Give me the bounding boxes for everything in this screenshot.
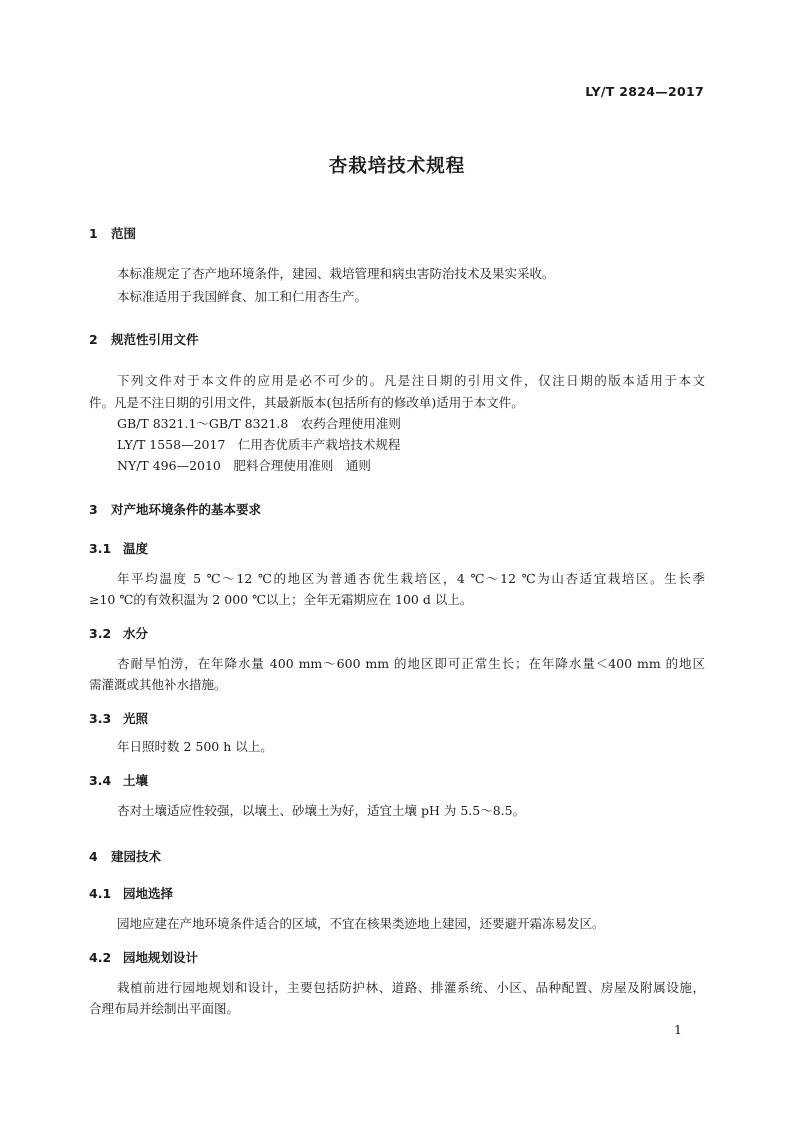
paragraph-line: 杏对土壤适应性较强，以壤土、砂壤土为好，适宜土壤 pH 为 5.5～8.5。 <box>117 803 526 818</box>
paragraph-line: ≥10 ℃的有效积温为 2 000 ℃以上；全年无霜期应在 100 d 以上。 <box>89 592 473 607</box>
section-heading-1 <box>89 224 136 242</box>
subsection-number: 3.2 <box>89 626 112 641</box>
section-heading-3 <box>89 500 261 518</box>
paragraph-line: 园地应建在产地环境条件适合的区域，不宜在核果类迹地上建园，还要避开霜冻易发区。 <box>117 916 605 931</box>
paragraph-line: 年平均温度 5 ℃～12 ℃的地区为普通杏优生栽培区，4 ℃～12 ℃为山杏适宜栽培区。生长季 <box>117 571 705 586</box>
subsection-number: 4.1 <box>89 886 112 901</box>
reference-item: NY/T 496—2010 肥料合理使用准则 通则 <box>117 458 371 473</box>
section-title: 规范性引用文件 <box>111 332 199 347</box>
standard-code: LY/T 2824—2017 <box>585 84 704 99</box>
section-heading-4 <box>89 847 161 865</box>
reference-item: GB/T 8321.1～GB/T 8321.8 农药合理使用准则 <box>117 416 401 431</box>
section-number: 3 <box>89 502 98 517</box>
section-title: 对产地环境条件的基本要求 <box>111 502 262 517</box>
subsection-heading-3-3 <box>89 709 148 727</box>
section-title: 范围 <box>111 226 137 241</box>
section-number: 1 <box>89 226 98 241</box>
section-title: 建园技术 <box>111 849 162 864</box>
section-heading-2 <box>89 330 199 348</box>
paragraph-line: 需灌溉或其他补水措施。 <box>89 677 227 692</box>
section-number: 4 <box>89 849 98 864</box>
subsection-heading-3-1 <box>89 539 148 557</box>
subsection-number: 3.1 <box>89 541 112 556</box>
subsection-number: 3.4 <box>89 773 112 788</box>
subsection-title: 温度 <box>123 541 149 556</box>
paragraph-line: 杏耐旱怕涝，在年降水量 400 mm～600 mm 的地区即可正常生长；在年降水量＜400 mm 的地区 <box>117 656 705 671</box>
paragraph-line: 件。凡是不注日期的引用文件，其最新版本(包括所有的修改单)适用于本文件。 <box>89 395 524 410</box>
subsection-heading-4-2 <box>89 948 198 966</box>
subsection-heading-3-4 <box>89 771 148 789</box>
paragraph-line: 年日照时数 2 500 h 以上。 <box>117 739 273 754</box>
section-number: 2 <box>89 332 98 347</box>
subsection-number: 4.2 <box>89 950 112 965</box>
subsection-title: 园地规划设计 <box>123 950 199 965</box>
paragraph: 本标准规定了杏产地环境条件，建园、栽培管理和病虫害防治技术及果实采收。 <box>117 266 555 281</box>
page-number: 1 <box>674 1022 682 1037</box>
subsection-title: 土壤 <box>123 773 149 788</box>
reference-item: LY/T 1558—2017 仁用杏优质丰产栽培技术规程 <box>117 437 401 452</box>
paragraph-line: 合理布局并绘制出平面图。 <box>89 1001 240 1016</box>
paragraph: 本标准适用于我国鲜食、加工和仁用杏生产。 <box>117 289 368 304</box>
paragraph-line: 下列文件对于本文件的应用是必不可少的。凡是注日期的引用文件，仅注日期的版本适用于本文 <box>117 373 705 388</box>
subsection-title: 光照 <box>123 711 149 726</box>
subsection-number: 3.3 <box>89 711 112 726</box>
subsection-heading-3-2 <box>89 624 148 642</box>
subsection-title: 水分 <box>123 626 149 641</box>
subsection-heading-4-1 <box>89 884 173 902</box>
paragraph-line: 栽植前进行园地规划和设计，主要包括防护林、道路、排灌系统、小区、品种配置、房屋及附属设施， <box>117 980 705 995</box>
subsection-title: 园地选择 <box>123 886 174 901</box>
document-title: 杏栽培技术规程 <box>328 156 466 177</box>
